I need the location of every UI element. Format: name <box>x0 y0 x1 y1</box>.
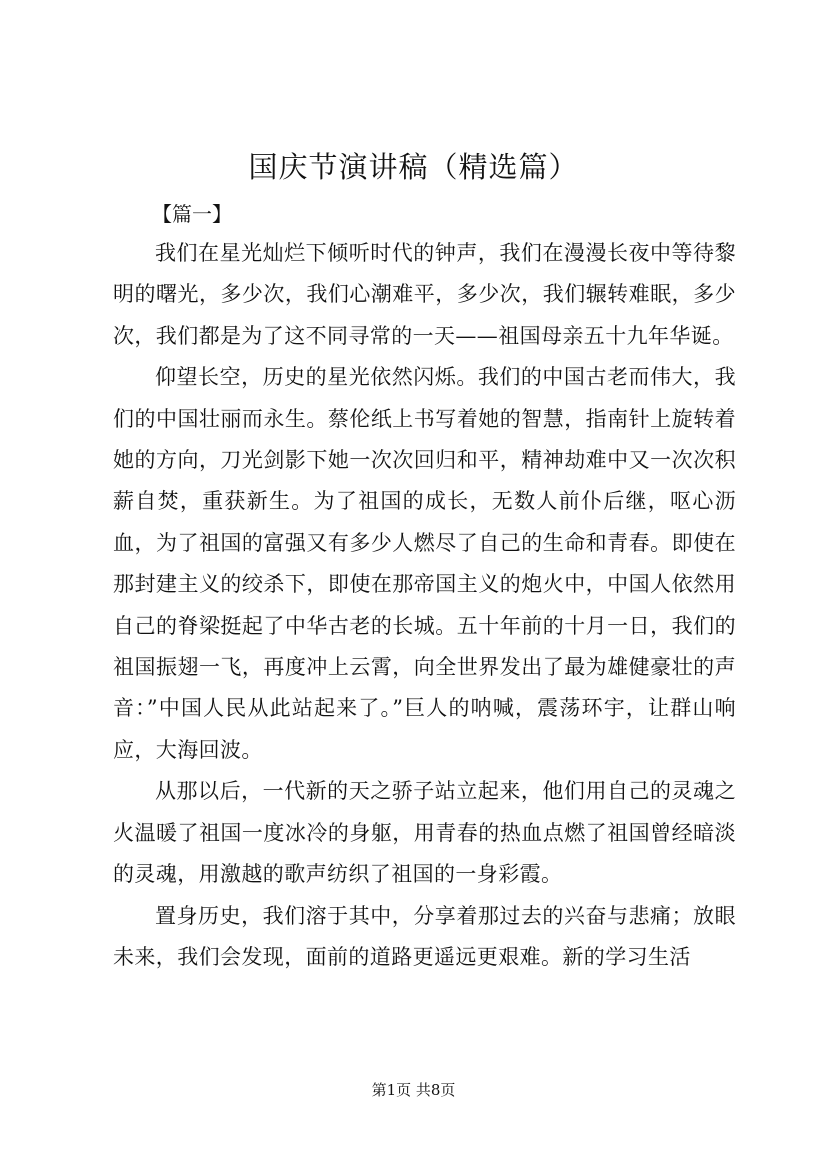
section-label: 【篇一】 <box>152 202 232 226</box>
paragraph: 仰望长空，历史的星光依然闪烁。我们的中国古老而伟大，我们的中国壮丽而永生。蔡伦纸上书写着她的智慧，指南针上旋转着她的方向，刀光剑影下她一次次回归和平，精神劫难中又一次次积薪自焚，重获新生。为了祖国的成长，无数人前仆后继，呕心沥血，为了祖国的富强又有多少人燃尽了自己的生命和青春。即使在那封建主义的绞杀下，即使在那帝国主义的炮火中，中国人依然用自己的脊梁挺起了中华古老的长城。五十年前的十月一日，我们的祖国振翅一飞，再度冲上云霄，向全世界发出了最为雄健豪壮的声音：”中国人民从此站起来了。”巨人的呐喊，震荡环宇，让群山响应，大海回波。 <box>113 365 736 762</box>
document-title: 国庆节演讲稿（精选篇） <box>248 150 579 184</box>
page-footer: 第1页 共8页 <box>371 1081 456 1099</box>
paragraph: 置身历史，我们溶于其中，分享着那过去的兴奋与悲痛；放眼未来，我们会发现，面前的道路更遥远更艰难。新的学习生活 <box>113 903 736 969</box>
document-body <box>113 233 736 978</box>
paragraph: 从那以后，一代新的天之骄子站立起来，他们用自己的灵魂之火温暖了祖国一度冰冷的身躯，用青春的热血点燃了祖国曾经暗淡的灵魂，用激越的歌声纺织了祖国的一身彩霞。 <box>113 779 736 887</box>
paragraph: 我们在星光灿烂下倾听时代的钟声，我们在漫漫长夜中等待黎明的曙光，多少次，我们心潮难平，多少次，我们辗转难眠，多少次，我们都是为了这不同寻常的一天——祖国母亲五十九年华诞。 <box>113 241 736 348</box>
